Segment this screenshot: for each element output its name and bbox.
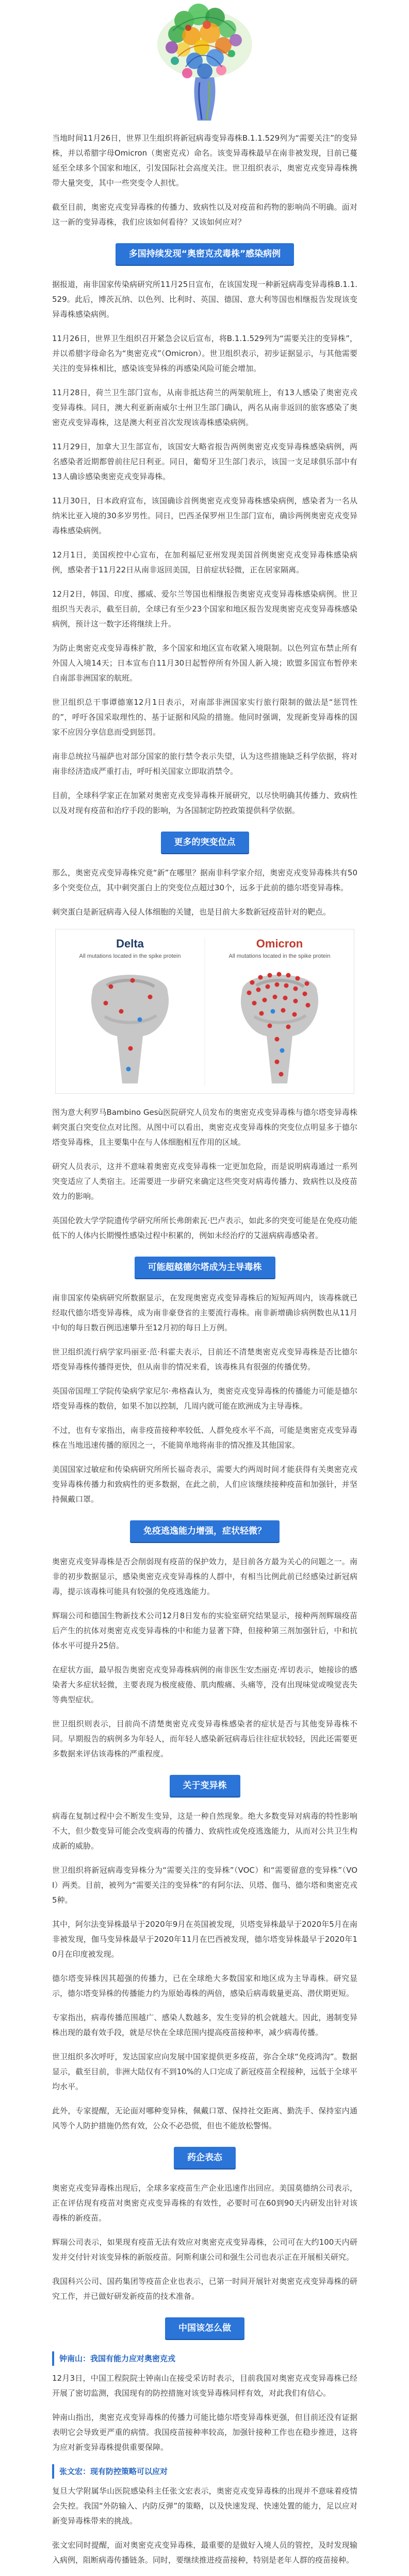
- spike-protein-stalk-part: [194, 77, 215, 121]
- article-paragraph: 奥密克戎变异毒株是否会削弱现有疫苗的保护效力，是目前各方最为关心的问题之一。南非的初步数据显示，感染奥密克戎变异毒株的人群中，有相当比例此前已经感染过新冠病毒，提示该毒株可能具有较强的免疫逃逸能力。: [52, 1557, 357, 1596]
- section-china-response: [52, 2317, 357, 2576]
- article-paragraph: 我国科兴公司、国药集团等疫苗企业也表示，已第一时间开展针对奥密克戎变异毒株的研究工作，并已做好研发新疫苗的技术准备。: [52, 2277, 357, 2301]
- section-subheading: 张文宏：现有防控策略可以应对: [52, 2464, 357, 2479]
- article-paragraph: 世卫组织多次呼吁，发达国家应向发展中国家提供更多疫苗，弥合全球“免疫鸿沟”。数据显示，截至目前，非洲大陆仅有不到10%的人口完成了新冠疫苗全程接种，远低于全球平均水平。: [52, 2052, 357, 2091]
- spike-protein-head-part: [185, 25, 191, 31]
- delta-mutation-dots-part: [130, 978, 135, 983]
- section-heading: 药企表态: [174, 2147, 236, 2168]
- omicron-mutation-dots-part: [283, 996, 288, 1001]
- delta-mutation-dots-part: [104, 1001, 108, 1006]
- article-paragraph: 病毒在复制过程中会不断发生变异，这是一种自然现象。绝大多数变异对病毒的特性影响不大，但少数变异可能会改变病毒的传播力、致病性或免疫逃逸能力，从而对公共卫生构成新的威胁。: [52, 1811, 357, 1851]
- article-paragraph: 专家指出，病毒传播范围越广、感染人数越多，发生变异的机会就越大。因此，遏制变异株出现的最有效手段，就是尽快在全球范围内提高疫苗接种率，减少病毒传播。: [52, 2013, 357, 2037]
- article-paragraph: 12月3日，中国工程院院士钟南山在接受采访时表示，目前我国对奥密克戎变异毒株已经开展了密切监测，我国现有的防控措施对该变异毒株同样有效，对此我们有信心。: [52, 2374, 357, 2398]
- section-heading-wrap: [52, 1775, 357, 1797]
- article-paragraph: 辉瑞公司表示，如果现有疫苗无法有效应对奥密克戎变异毒株，公司可在大约100天内研发并交付针对该变异株的新版疫苗。阿斯利康公司和强生公司也表示正在开展相关研究。: [52, 2238, 357, 2262]
- spike-protein-stalk: [194, 77, 215, 121]
- omicron-mutation-dots-part: [268, 973, 272, 978]
- section-heading: 免疫逃逸能力增强，症状轻微？: [130, 1520, 280, 1542]
- article-paragraph: 张文宏同时提醒，面对奥密克戎变异毒株，最重要的是做好入境人员的管控，及时发现输入病例，阻断病毒传播链条。同时，要继续推进疫苗接种，特别是老年人群的疫苗接种。: [52, 2540, 357, 2565]
- article-paragraph: 钟南山指出，奥密克戎变异毒株的传播力可能比德尔塔变异毒株更强，但目前还没有证据表明它会导致更严重的病情。我国疫苗接种率较高，加强针接种工作也在稳步推进，这将为应对新变异毒株提供重要保障。: [52, 2413, 357, 2452]
- article-paragraph: 为防止奥密克戎变异毒株扩散，多个国家和地区宣布收紧入境限制。以色列宣布禁止所有外国人入境14天；日本宣布自11月30日起暂停所有外国人新入境；欧盟多国宣布暂停来自南部非洲国家的航班。: [52, 643, 357, 683]
- delta-mutation-dots-part: [126, 1067, 131, 1072]
- article-paragraph: 11月26日，世界卫生组织召开紧急会议后宣布，将B.1.1.529列为“需要关注的变异株”，并以希腊字母命名为“奥密克戎”（Omicron）。世卫组织表示，初步证据显示，与其他需要关注的变异株相比，感染该变异株的再感染风险可能会增加。: [52, 334, 357, 373]
- omicron-mutation-dots-part: [277, 972, 282, 977]
- omicron-mutation-dots-part: [303, 992, 307, 996]
- omicron-title: Omicron: [256, 937, 303, 950]
- spike-protein-head-part: [182, 68, 192, 78]
- section-outbreak: [52, 243, 357, 818]
- omicron-mutation-dots-part: [259, 1011, 264, 1016]
- omicron-mutation-dots-part: [286, 1025, 291, 1029]
- omicron-mutation-dots-part: [280, 1048, 285, 1053]
- delta-mutation-dots-part: [128, 1046, 133, 1051]
- article-paragraph: 截至目前，奥密克戎变异毒株的传播力、致病性以及对疫苗和药物的影响尚不明确。面对这一新的变异毒株，我们应该如何看待？又该如何应对？: [52, 202, 357, 227]
- spike-protein-head-part: [171, 57, 179, 65]
- omicron-mutation-dots-part: [284, 984, 289, 988]
- article-paragraph: 据报道，南非国家传染病研究所11月25日宣布，在该国发现一种新冠病毒变异毒株B.1.1.529。此后，博茨瓦纳、以色列、比利时、英国、德国、意大利等国也相继报告发现该变异毒株感染病例。: [52, 280, 357, 319]
- omicron-mutation-dots-part: [293, 987, 298, 991]
- article-paragraph: 在症状方面，最早报告奥密克戎变异毒株病例的南非医生安杰丽克·库切表示，她接诊的感染者大多症状轻微，主要表现为极度疲倦、肌肉酸痛、头痛等，没有出现味觉或嗅觉丧失等典型症状。: [52, 1665, 357, 1704]
- omicron-mutation-dots-part: [275, 1037, 280, 1042]
- variant-comparison-figure-wrap: [52, 929, 357, 1094]
- section-pharma: [52, 2147, 357, 2304]
- section-heading-wrap: [52, 243, 357, 265]
- omicron-mutation-dots-part: [273, 995, 277, 999]
- article-paragraph: 英国帝国理工学院传染病学家尼尔·弗格森认为，奥密克戎变异毒株的传播能力可能是德尔塔变异毒株的数倍，如果不加以控制，几周内就可能在欧洲成为主导毒株。: [52, 1386, 357, 1411]
- article-paragraph: 12月2日，韩国、印度、挪威、爱尔兰等国也相继报告奥密克戎变异毒株感染病例。世卫组织当天表示，截至目前，全球已有至少23个国家和地区报告发现奥密克戎变异毒株感染病例，预计这一数字还将继续上升。: [52, 589, 357, 629]
- article-paragraph: 图为意大利罗马Bambino Gesù医院研究人员发布的奥密克戎变异毒株与德尔塔变异毒株刺突蛋白突变位点对比图。从图中可以看出，奥密克戎变异毒株的突变位点明显多于德尔塔变异毒株，且主要集中在与人体细胞相互作用的区域。: [52, 1108, 357, 1147]
- article-paragraph: 复旦大学附属华山医院感染科主任张文宏表示，奥密克戎变异毒株的出现并不意味着疫情会失控。我国“外防输入、内防反弹”的策略，以及快速发现、快速处置的能力，足以应对新变异毒株带来的挑战。: [52, 2486, 357, 2526]
- article-paragraph: 当地时间11月26日，世界卫生组织将新冠病毒变异毒株B.1.1.529列为“需要关注”的变异株，并以希腊字母Omicron（奥密克戎）命名。该变异毒株最早在南非被发现，目前已蔓延至全球多个国家和地区，引发国际社会高度关注。世卫组织表示，奥密克戎变异毒株携带大量突变，其中一些突变令人担忧。: [52, 133, 357, 188]
- article-paragraph: 南非国家传染病研究所数据显示，在发现奥密克戎变异毒株后的短短两周内，该毒株就已经取代德尔塔变异毒株，成为南非豪登省的主要流行毒株。南非新增确诊病例数也从11月中旬的每日数百例迅速攀升至12月初的每日上万例。: [52, 1293, 357, 1332]
- article-paragraph: 世卫组织则表示，目前尚不清楚奥密克戎变异毒株感染者的症状是否与其他变异毒株不同。早期报告的病例多为年轻人，而年轻人感染新冠病毒后往往症状较轻，因此还需要更多数据来评估该毒株的严重程度。: [52, 1719, 357, 1758]
- spike-protein-head-part: [197, 63, 212, 79]
- omicron-mutation-dots-part: [292, 1012, 297, 1017]
- spike-protein-image: [137, 0, 273, 122]
- omicron-mutation-dots-part: [271, 1009, 275, 1014]
- omicron-mutation-dots-part: [252, 1001, 257, 1006]
- article-paragraph: 奥密克戎变异毒株出现后，全球多家疫苗生产企业迅速作出回应。美国莫德纳公司表示，正在评估现有疫苗对奥密克戎变异毒株的有效性，必要时可在60到90天内研发出针对该毒株的新疫苗。: [52, 2183, 357, 2223]
- hero-image-wrap: [52, 0, 357, 124]
- article-paragraph: 世卫组织将新冠病毒变异株分为“需要关注的变异株”（VOC）和“需要留意的变异株”（VOI）两类。目前，被列为“需要关注的变异株”的有阿尔法、贝塔、伽马、德尔塔和奥密克戎5种。: [52, 1866, 357, 1905]
- article-paragraph: 其中，阿尔法变异株最早于2020年9月在英国被发现，贝塔变异株最早于2020年5月在南非被发现，伽马变异株最早于2020年11月在巴西被发现，德尔塔变异株最早于2020年10月在印度被发现。: [52, 1920, 357, 1959]
- omicron-mutation-dots-part: [281, 1008, 286, 1013]
- omicron-mutation-dots-part: [279, 1072, 284, 1077]
- article-paragraph: 目前，全球科学家正在加紧对奥密克戎变异毒株开展研究，以尽快明确其传播力、致病性以及对现有疫苗和治疗手段的影响，为各国制定防控政策提供科学依据。: [52, 791, 357, 815]
- section-mutations: [52, 832, 357, 1243]
- spike-protein-head-part: [166, 41, 178, 54]
- delta-title: Delta: [116, 937, 144, 950]
- omicron-mutation-dots-part: [296, 976, 300, 981]
- section-dominance: [52, 1257, 357, 1507]
- section-heading-wrap: [52, 1257, 357, 1278]
- omicron-mutation-dots-part: [275, 1060, 280, 1064]
- section-heading: 中国该怎么做: [165, 2317, 244, 2339]
- variant-comparison-figure: [55, 929, 354, 1094]
- article-paragraph: 11月28日，荷兰卫生部门宣布，从南非抵达荷兰的两架航班上，有13人感染了奥密克戎变异毒株。同日，澳大利亚新南威尔士州卫生部门确认，两名从南非返回的旅客感染了奥密克戎变异毒株，这是澳大利亚首次发现该毒株感染病例。: [52, 388, 357, 427]
- article-paragraph: 美国国家过敏症和传染病研究所所长福奇表示，需要大约两周时间才能获得有关奥密克戎变异毒株传播力和致病性的更多数据，在此之前，人们应该继续接种疫苗和加强针，并坚持佩戴口罩。: [52, 1465, 357, 1504]
- article-paragraph: 刺突蛋白是新冠病毒入侵人体细胞的关键，也是目前大多数新冠疫苗针对的靶点。: [52, 907, 331, 917]
- article-paragraph: 11月29日，加拿大卫生部宣布，该国安大略省报告两例奥密克戎变异毒株感染病例，两名感染者近期都曾前往尼日利亚。同日，葡萄牙卫生部门表示，该国一支足球俱乐部中有13人确诊感染奥密克戎变异毒株。: [52, 442, 357, 481]
- delta-mutation-dots-part: [109, 985, 113, 989]
- section-heading-wrap: [52, 1520, 357, 1542]
- omicron-mutation-dots-part: [263, 998, 267, 1003]
- omicron-mutation-dots-part: [305, 981, 309, 986]
- omicron-mutation-dots-part: [258, 975, 263, 980]
- omicron-mutation-dots-part: [286, 973, 291, 978]
- section-heading: 多国持续发现“奥密克戎毒株”感染病例: [116, 243, 294, 265]
- spike-protein-head: [157, 4, 252, 79]
- article-paragraph: 12月1日，美国疾控中心宣布，在加利福尼亚州发现美国首例奥密克戎变异毒株感染病例，感染者于11月22日从南非返回美国，目前症状轻微，正在居家隔离。: [52, 550, 357, 574]
- spike-protein-head-part: [203, 21, 211, 29]
- article-paragraph: 11月30日，日本政府宣布，该国确诊首例奥密克戎变异毒株感染病例，感染者为一名从纳米比亚入境的30多岁男性。同日，巴西圣保罗州卫生部门宣布，确诊两例奥密克戎变异毒株感染病例。: [52, 496, 357, 535]
- article-paragraph: 英国伦敦大学学院遗传学研究所所长弗朗索瓦·巴卢表示，如此多的突变可能是在免疫功能低下的人体内长期慢性感染过程中积累的，例如未经治疗的艾滋病病毒感染者。: [52, 1216, 357, 1240]
- delta-mutation-dots-part: [148, 995, 153, 999]
- article-paragraph: 那么，奥密克戎变异毒株究竟“新”在哪里？据南非科学家介绍，奥密克戎变异毒株共有50多个突变位点，其中刺突蛋白上的突变位点超过30个，远多于此前的德尔塔变异毒株。: [52, 868, 357, 892]
- section-heading-wrap: [52, 2147, 357, 2168]
- article-paragraph: 南非总统拉马福萨也对部分国家的旅行禁令表示失望，认为这些措施缺乏科学依据，将对南非经济造成严重打击，呼吁相关国家立即取消禁令。: [52, 752, 357, 776]
- article-paragraph: 研究人员表示，这并不意味着奥密克戎变异毒株一定更加危险，而是说明病毒通过一系列突变适应了人类宿主。还需要进一步研究来确定这些突变对病毒传播力、致病性以及疫苗效力的影响。: [52, 1162, 357, 1201]
- spike-protein-head-part: [230, 34, 242, 46]
- section-subheading: 钟南山：我国有能力应对奥密克戎: [52, 2351, 357, 2366]
- omicron-mutation-dots-part: [256, 988, 261, 992]
- article-paragraph: 不过，也有专家指出，南非疫苗接种率较低、人群免疫水平不高，可能是奥密克戎变异毒株在当地迅速传播的原因之一，不能简单地将南非的情况推及其他国家。: [52, 1426, 357, 1450]
- section-heading: 可能超越德尔塔成为主导毒株: [135, 1257, 275, 1278]
- section-about-variants: [52, 1775, 357, 2133]
- delta-caption: All mutations located in the spike protein: [79, 953, 181, 959]
- article-paragraph: 此外，专家提醒，无论面对哪种变异株，佩戴口罩、保持社交距离、勤洗手、保持室内通风等个人防护措施仍然有效，公众不必恐慌，但也不能放松警惕。: [52, 2106, 357, 2130]
- article-paragraph: 世卫组织流行病学家玛丽亚·范·科霍夫表示，目前还不清楚奥密克戎变异毒株是否比德尔塔变异毒株传播得更快，但从南非的情况来看，该毒株具有很强的传播优势。: [52, 1347, 357, 1371]
- delta-mutation-dots-part: [138, 1018, 142, 1022]
- omicron-mutation-dots-part: [247, 991, 252, 995]
- omicron-mutation-dots-part: [266, 985, 270, 989]
- omicron-mutation-dots-part: [293, 999, 298, 1004]
- article-paragraph: 德尔塔变异株因其超强的传播力，已在全球绝大多数国家和地区成为主导毒株。研究显示，德尔塔变异株的传播能力约为原始毒株的两倍，感染后病毒载量更高、潜伏期更短。: [52, 1974, 357, 1998]
- article-paragraph: 世卫组织总干事谭德塞12月1日表示，对南部非洲国家实行旅行限制的做法是“惩罚性的”，呼吁各国采取理性的、基于证据和风险的措施。他同时强调，发现新变异毒株的国家不应因分享信息而受到惩罚。: [52, 698, 357, 737]
- article-paragraph: 辉瑞公司和德国生物新技术公司12月8日发布的实验室研究结果显示，接种两剂辉瑞疫苗后产生的抗体对奥密克戎变异毒株的中和能力显著下降，但接种第三剂加强针后，中和抗体水平可提升25倍。: [52, 1611, 357, 1650]
- spike-protein-head-part: [206, 49, 224, 66]
- omicron-mutation-dots-part: [306, 1003, 310, 1008]
- delta-mutation-dots-part: [119, 1009, 124, 1014]
- section-heading-wrap: [52, 832, 357, 853]
- section-heading: 更多的突变位点: [161, 832, 249, 853]
- section-intro: [52, 131, 357, 230]
- omicron-mutation-dots-part: [250, 980, 255, 985]
- section-immune-escape: [52, 1520, 357, 1761]
- omicron-mutation-dots-part: [275, 982, 280, 987]
- omicron-mutation-dots-part: [268, 1024, 272, 1028]
- section-heading-wrap: [52, 2317, 357, 2339]
- section-heading: 关于变异株: [170, 1775, 240, 1797]
- omicron-caption: All mutations located in the spike protein: [228, 953, 331, 959]
